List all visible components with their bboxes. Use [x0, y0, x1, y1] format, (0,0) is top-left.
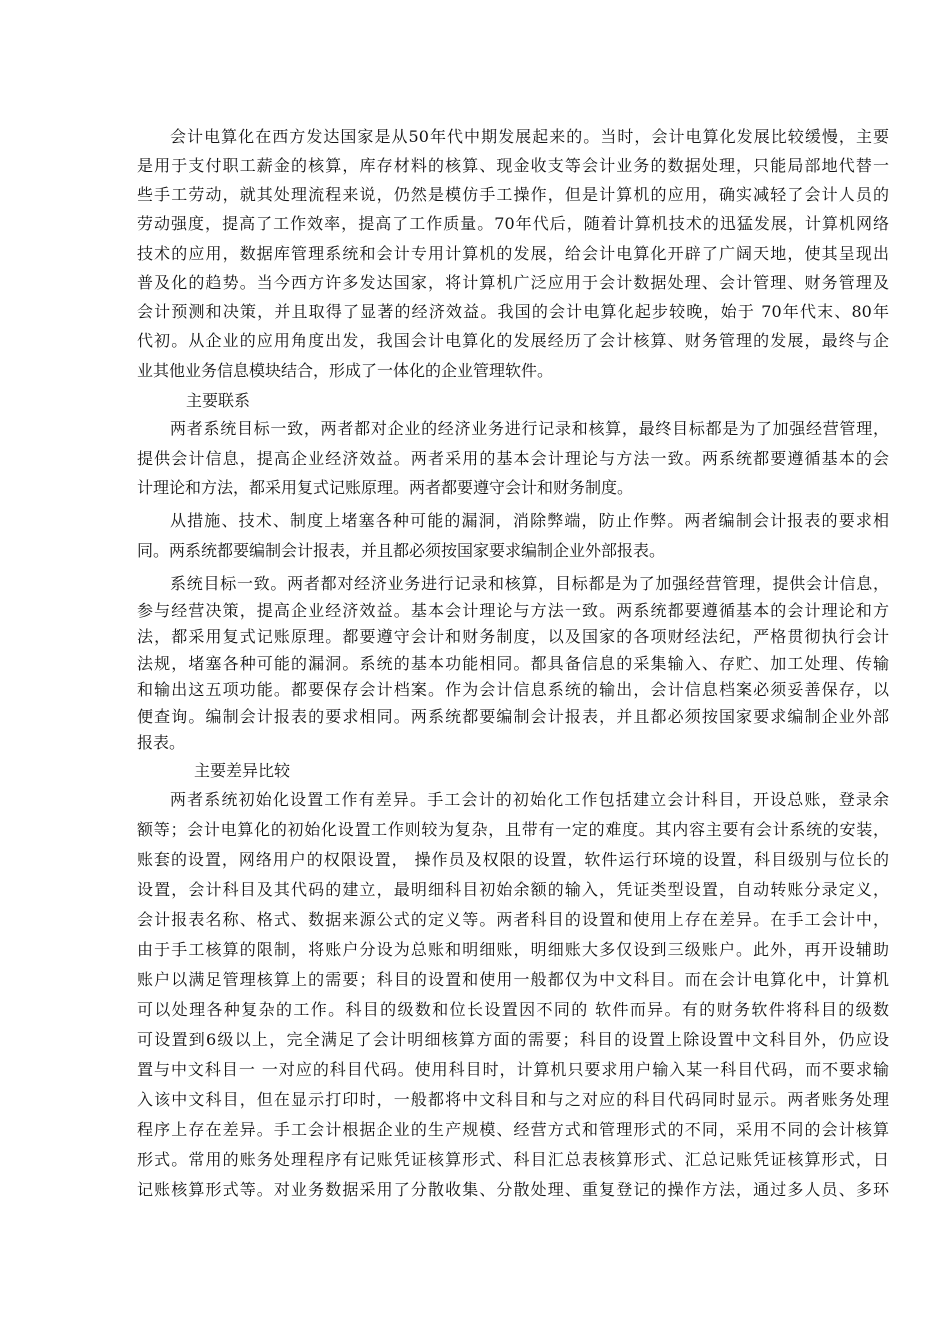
text-line: 劳动强度，提高了工作效率，提高了工作质量。70年代后，随着计算机技术的迅猛发展，计算机网络	[137, 214, 889, 233]
text-line: 业其他业务信息模块结合，形成了一体化的企业管理软件。	[137, 361, 554, 380]
text-line: 账户以满足管理核算上的需要；科目的设置和使用一般都仅为中文科目。而在会计电算化中，计算机	[137, 970, 889, 989]
text-line: 提供会计信息，提高企业经济效益。两者采用的基本会计理论与方法一致。两系统都要遵循基本的会	[137, 449, 889, 468]
text-line: 置与中文科目一 一对应的科目代码。使用科目时，计算机只要求用户输入某一科目代码，而不要求输	[137, 1060, 889, 1079]
section-heading-main-differences: 主要差异比较	[194, 761, 291, 780]
text-line: 和输出这五项功能。都要保存会计档案。作为会计信息系统的输出，会计信息档案必须妥善保存，以	[137, 680, 889, 699]
text-line: 形式。常用的账务处理程序有记账凭证核算形式、科目汇总表核算形式、汇总记账凭证核算形式，日	[137, 1150, 889, 1169]
text-line: 程序上存在差异。手工会计根据企业的生产规模、经营方式和管理形式的不同，采用不同的会计核算	[137, 1120, 889, 1139]
section-heading-main-connections: 主要联系	[186, 391, 251, 410]
text-line: 两者系统目标一致，两者都对企业的经济业务进行记录和核算，最终目标都是为了加强经营管理，	[170, 419, 889, 438]
text-line: 设置，会计科目及其代码的建立，最明细科目初始余额的输入，凭证类型设置，自动转账分录定义，	[137, 880, 889, 899]
text-line: 账套的设置，网络用户的权限设置， 操作员及权限的设置，软件运行环境的设置，科目级别与位长的	[137, 850, 889, 869]
text-line: 报表。	[137, 733, 186, 752]
text-line: 普及化的趋势。当今西方许多发达国家，将计算机广泛应用于会计数据处理、会计管理、财务管理及	[137, 273, 889, 292]
text-line: 入该中文科目，但在显示打印时，一般都将中文科目和与之对应的科目代码同时显示。两者账务处理	[137, 1090, 889, 1109]
text-line: 由于手工核算的限制，将账户分设为总账和明细账，明细账大多仅设到三级账户。此外，再开设辅助	[137, 940, 889, 959]
text-line: 记账核算形式等。对业务数据采用了分散收集、分散处理、重复登记的操作方法，通过多人员、多环	[137, 1180, 889, 1199]
text-line: 两者系统初始化设置工作有差异。手工会计的初始化工作包括建立会计科目，开设总账，登录余	[170, 790, 889, 809]
text-line: 法，都采用复式记账原理。都要遵守会计和财务制度，以及国家的各项财经法纪，严格贯彻执行会计	[137, 627, 889, 646]
text-line: 系统目标一致。两者都对经济业务进行记录和核算，目标都是为了加强经营管理，提供会计信息，	[170, 574, 889, 593]
text-line: 同。两系统都要编制会计报表，并且都必须按国家要求编制企业外部报表。	[137, 541, 666, 560]
text-line: 可设置到6级以上，完全满足了会计明细核算方面的需要；科目的设置上除设置中文科目外，仍应设	[137, 1030, 889, 1049]
text-line: 些手工劳动，就其处理流程来说，仍然是模仿手工操作，但是计算机的应用，确实减轻了会计人员的	[137, 185, 889, 204]
text-line: 会计报表名称、格式、数据来源公式的定义等。两者科目的设置和使用上存在差异。在手工会计中，	[137, 910, 889, 929]
text-line: 可以处理各种复杂的工作。科目的级数和位长设置因不同的 软件而异。有的财务软件将科目的级数	[137, 1000, 889, 1019]
text-line: 额等；会计电算化的初始化设置工作则较为复杂，且带有一定的难度。其内容主要有会计系统的安装，	[137, 820, 889, 839]
text-line: 会计预测和决策，并且取得了显著的经济效益。我国的会计电算化起步较晚，始于 70年代末、80年	[137, 302, 889, 321]
text-line: 会计电算化在西方发达国家是从50年代中期发展起来的。当时，会计电算化发展比较缓慢，主要	[170, 127, 889, 146]
text-line: 法规，堵塞各种可能的漏洞。系统的基本功能相同。都具备信息的采集输入、存贮、加工处理、传输	[137, 654, 889, 673]
text-line: 计理论和方法，都采用复式记账原理。两者都要遵守会计和财务制度。	[137, 478, 634, 497]
text-line: 便查询。编制会计报表的要求相同。两系统都要编制会计报表，并且都必须按国家要求编制企业外部	[137, 707, 889, 726]
text-line: 技术的应用，数据库管理系统和会计专用计算机的发展，给会计电算化开辟了广阔天地，使其呈现出	[137, 244, 889, 263]
text-line: 代初。从企业的应用角度出发，我国会计电算化的发展经历了会计核算、财务管理的发展，最终与企	[137, 331, 889, 350]
text-line: 从措施、技术、制度上堵塞各种可能的漏洞，消除弊端，防止作弊。两者编制会计报表的要求相	[170, 511, 889, 530]
text-line: 是用于支付职工薪金的核算，库存材料的核算、现金收支等会计业务的数据处理，只能局部地代替一	[137, 156, 889, 175]
text-line: 参与经营决策，提高企业经济效益。基本会计理论与方法一致。两系统都要遵循基本的会计理论和方	[137, 601, 889, 620]
